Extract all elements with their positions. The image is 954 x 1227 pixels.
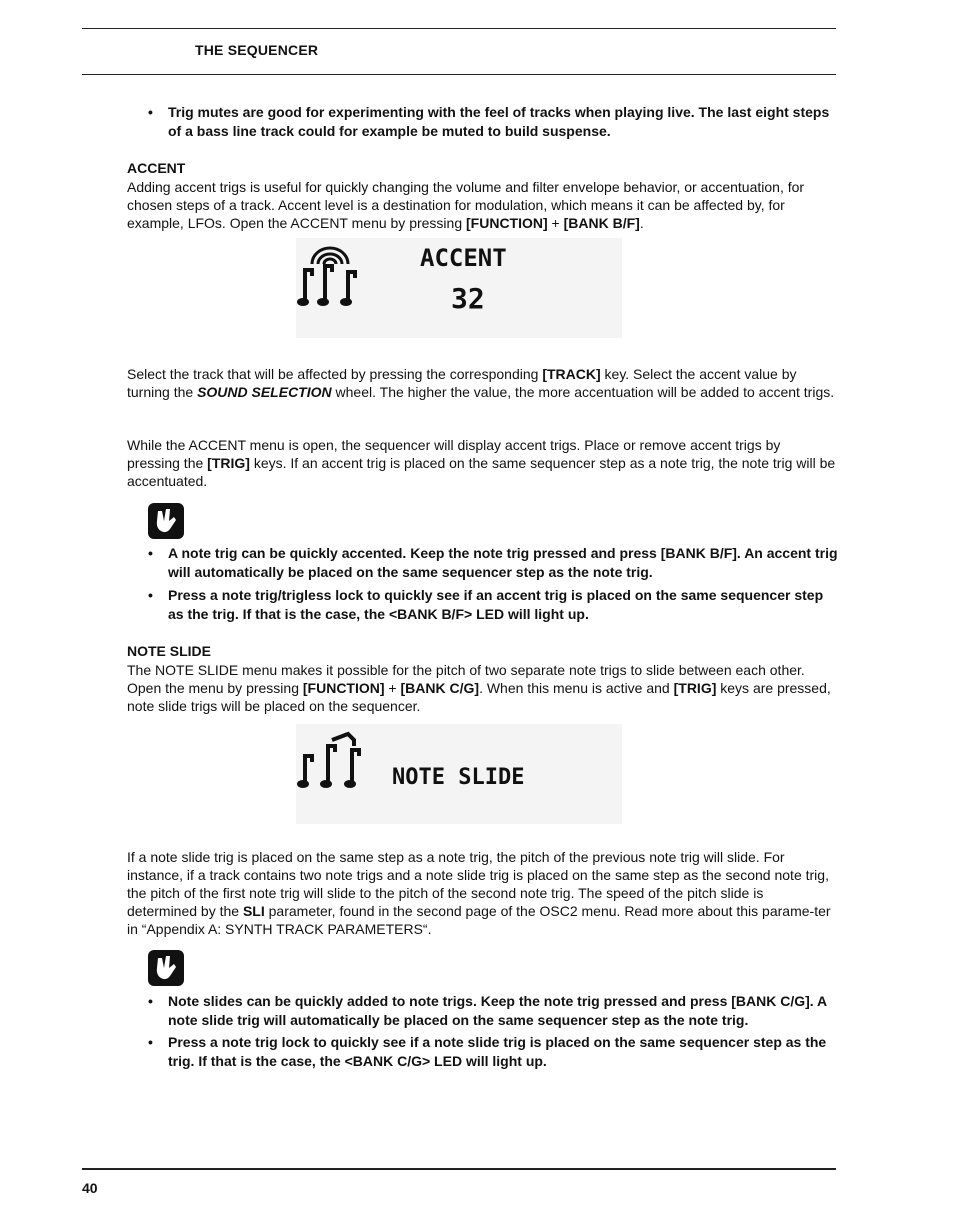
note-slide-paragraph-2: If a note slide trig is placed on the same step as a note trig, the pitch of the previous note trig will slide. For instance, if a track contains two note trigs and a note slide trig is placed on the same step as the second note trig, the pitch of the first note trig will slide to the pitch of the second note trig. The speed of the pitch slide is determined by the SLI parameter, found in the second page of the OSC2 menu. Read more about this parame-ter in “Appendix A: SYNTH TRACK PARAMETERS“. xyxy=(127,849,831,937)
page-number: 40 xyxy=(82,1180,98,1196)
note-slide-screen-title: NOTE SLIDE xyxy=(392,765,525,790)
accent-heading: ACCENT xyxy=(127,160,186,176)
music-notes-icon xyxy=(297,264,357,306)
accent-paragraph-1: Adding accent trigs is useful for quickly changing the volume and filter envelope behavior, or accentuation, for chosen steps of a track. Accent level is a destination for modulation, which means it can be affected by, for example, LFOs. Open the ACCENT menu by pressing [FUNCTION] + [BANK B/F]. xyxy=(127,179,805,231)
slide-notes-icon xyxy=(297,734,361,788)
accent-tip-1: • A note trig can be quickly accented. Keep the note trig pressed and press [BANK B/F]. An accent trig will automatically be placed on the same sequencer step as the note trig. xyxy=(148,545,838,580)
note-slide-screen-graphic xyxy=(296,724,622,824)
elektron-hand-icon xyxy=(148,950,184,986)
note-slide-tip-2: • Press a note trig lock to quickly see if a note slide trig is placed on the same sequencer step as the trig. If that is the case, the <BANK C/G> LED will light up. xyxy=(148,1034,827,1069)
accent-screen-title: ACCENT xyxy=(420,244,507,272)
bullet-dot: • xyxy=(148,104,153,120)
intro-bullet xyxy=(148,103,838,141)
elektron-hand-icon xyxy=(148,503,184,539)
note-slide-screen xyxy=(296,724,622,824)
accent-screen-value: 32 xyxy=(451,282,485,315)
header-bottom-rule xyxy=(82,74,836,75)
accent-paragraph-3: While the ACCENT menu is open, the sequencer will display accent trigs. Place or remove accent trigs by pressing the [TRIG] keys. If an accent trig is placed on the same sequencer step as a note trig, the note trig will be accentuated. xyxy=(127,437,836,489)
footer-rule xyxy=(82,1168,836,1170)
header-top-rule xyxy=(82,28,836,29)
section-header: THE SEQUENCER xyxy=(195,42,319,58)
accent-paragraph-2: Select the track that will be affected by pressing the corresponding [TRACK] key. Select the accent value by turning the SOUND SELECTION wheel. The higher the value, the more accentuation will be added to accent trigs. xyxy=(127,366,835,400)
accent-screen xyxy=(296,238,622,338)
accent-screen-graphic xyxy=(296,238,622,338)
accent-wave-icon xyxy=(312,248,348,264)
note-slide-tip-1: • Note slides can be quickly added to note trigs. Keep the note trig pressed and press [BANK C/G]. A note slide trig will automatically be placed on the same sequencer step as the note trig. xyxy=(148,993,827,1028)
intro-bullet-text: Trig mutes are good for experimenting with the feel of tracks when playing live. The last eight steps of a bass line track could for example be muted to build suspense. xyxy=(168,104,830,139)
note-slide-heading: NOTE SLIDE xyxy=(127,643,212,659)
accent-tip-2: • Press a note trig/trigless lock to quickly see if an accent trig is placed on the same sequencer step as the trig. If that is the case, the <BANK B/F> LED will light up. xyxy=(148,587,824,622)
note-slide-paragraph-1: The NOTE SLIDE menu makes it possible for the pitch of two separate note trigs to slide between each other. Open the menu by pressing [FUNCTION] + [BANK C/G]. When this menu is active and [TRIG] keys are pressed, note slide trigs will be placed on the sequencer. xyxy=(127,662,831,714)
